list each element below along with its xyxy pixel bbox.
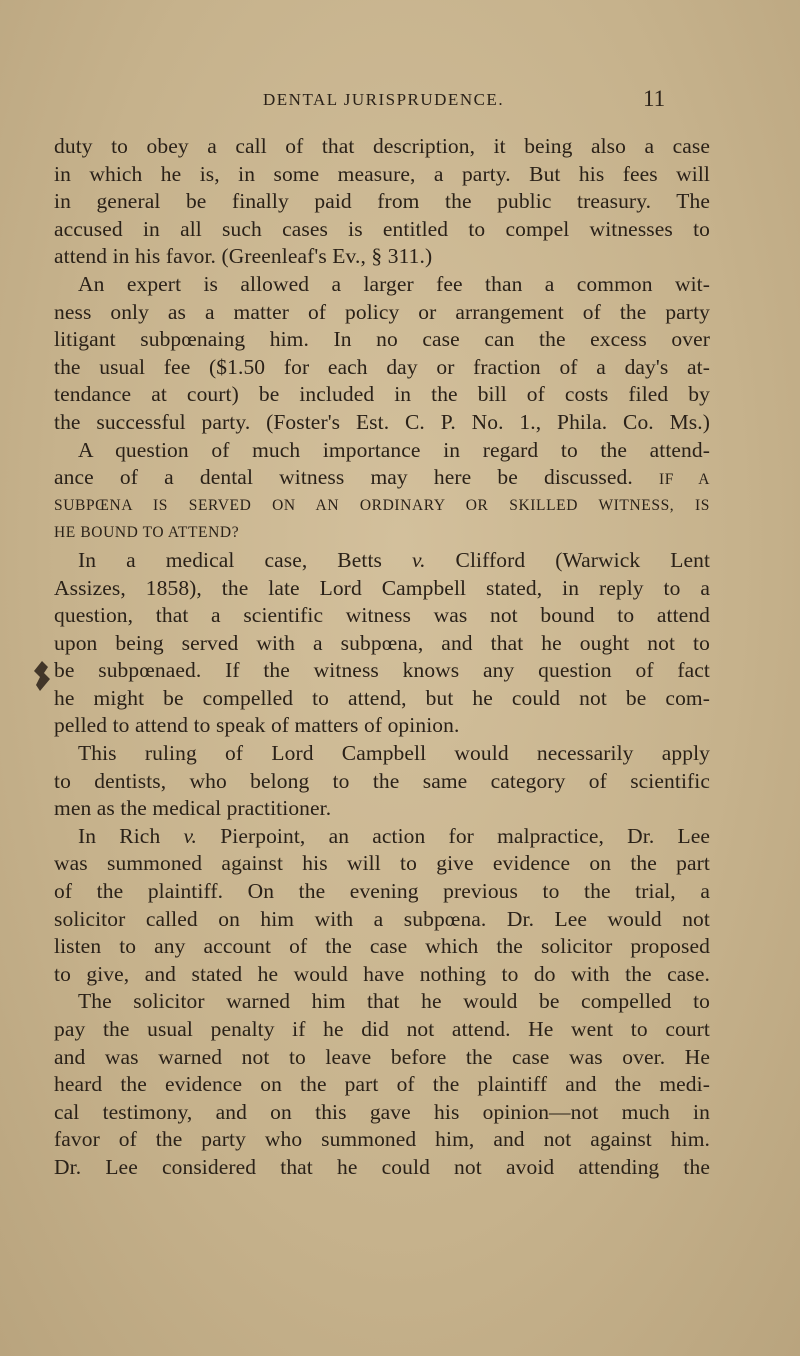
page-number: 11 bbox=[643, 86, 666, 111]
text-line: was summoned against his will to give evidence on the part bbox=[54, 851, 710, 876]
text-line: listen to any account of the case which the solicitor proposed bbox=[54, 934, 710, 959]
text-line: in general be finally paid from the public treasury. The bbox=[54, 189, 710, 214]
text-line: SUBPŒNA IS SERVED ON AN ORDINARY OR SKILLED WITNESS, IS bbox=[54, 496, 710, 514]
text-line: ance of a dental witness may here be discussed. IF A bbox=[54, 465, 710, 490]
versus-abbrev: v. bbox=[412, 547, 426, 572]
text-line: the successful party. (Foster's Est. C. P. No. 1., Phila. Co. Ms.) bbox=[54, 409, 710, 434]
running-head bbox=[0, 86, 800, 116]
text-line: of the plaintiff. On the evening previous to the trial, a bbox=[54, 879, 710, 904]
text-line: This ruling of Lord Campbell would necessarily apply bbox=[78, 741, 710, 766]
text-line: heard the evidence on the part of the plaintiff and the medi- bbox=[54, 1072, 710, 1097]
text-line: in which he is, in some measure, a party. But his fees will bbox=[54, 161, 710, 186]
text-line: ness only as a matter of policy or arrangement of the party bbox=[54, 299, 710, 324]
text-line: upon being served with a subpœna, and that he ought not to bbox=[54, 630, 710, 655]
text-line: to give, and stated he would have nothing to do with the case. bbox=[54, 961, 710, 986]
text-line: pelled to attend to speak of matters of opinion. bbox=[54, 713, 460, 738]
text-line: In Rich v. Pierpoint, an action for malpractice, Dr. Lee bbox=[78, 823, 710, 848]
text-line: favor of the party who summoned him, and not against him. bbox=[54, 1127, 710, 1152]
ink-blot-mark bbox=[30, 659, 52, 693]
text-line: the usual fee ($1.50 for each day or fraction of a day's at- bbox=[54, 354, 710, 379]
text-line: litigant subpœnaing him. In no case can the excess over bbox=[54, 327, 710, 352]
running-title: DENTAL JURISPRUDENCE. bbox=[263, 90, 505, 109]
text-line: question, that a scientific witness was not bound to attend bbox=[54, 603, 710, 628]
text-line: pay the usual penalty if he did not attend. He went to court bbox=[54, 1017, 710, 1041]
text-line: An expert is allowed a larger fee than a common wit- bbox=[78, 271, 710, 296]
small-caps-question: IF A bbox=[658, 471, 710, 489]
text-line: be subpœnaed. If the witness knows any question of fact bbox=[54, 658, 710, 683]
text-line: HE BOUND TO ATTEND? bbox=[54, 524, 240, 542]
text-line: attend in his favor. (Greenleaf's Ev., § 311.) bbox=[54, 244, 433, 269]
text-line: In a medical case, Betts v. Clifford (Warwick Lent bbox=[78, 547, 711, 572]
body-text bbox=[54, 133, 710, 1182]
text-line: accused in all such cases is entitled to compel witnesses to bbox=[54, 216, 710, 241]
text-line: tendance at court) be included in the bill of costs filed by bbox=[54, 382, 710, 407]
text-line: cal testimony, and on this gave his opinion—not much in bbox=[54, 1099, 710, 1124]
text-line: A question of much importance in regard to the attend- bbox=[78, 437, 710, 462]
text-line: to dentists, who belong to the same category of scientific bbox=[54, 768, 710, 793]
text-line: he might be compelled to attend, but he could not be com- bbox=[54, 685, 710, 710]
text-line: solicitor called on him with a subpœna. Dr. Lee would not bbox=[54, 906, 710, 931]
versus-abbrev: v. bbox=[183, 823, 198, 848]
text-line: duty to obey a call of that description, it being also a case bbox=[54, 134, 710, 158]
text-line: men as the medical practitioner. bbox=[54, 796, 332, 821]
text-line: The solicitor warned him that he would be compelled to bbox=[78, 989, 710, 1014]
text-line: Assizes, 1858), the late Lord Campbell stated, in reply to a bbox=[54, 575, 710, 600]
text-line: Dr. Lee considered that he could not avoid attending the bbox=[54, 1154, 710, 1179]
text-line: and was warned not to leave before the case was over. He bbox=[54, 1044, 710, 1069]
